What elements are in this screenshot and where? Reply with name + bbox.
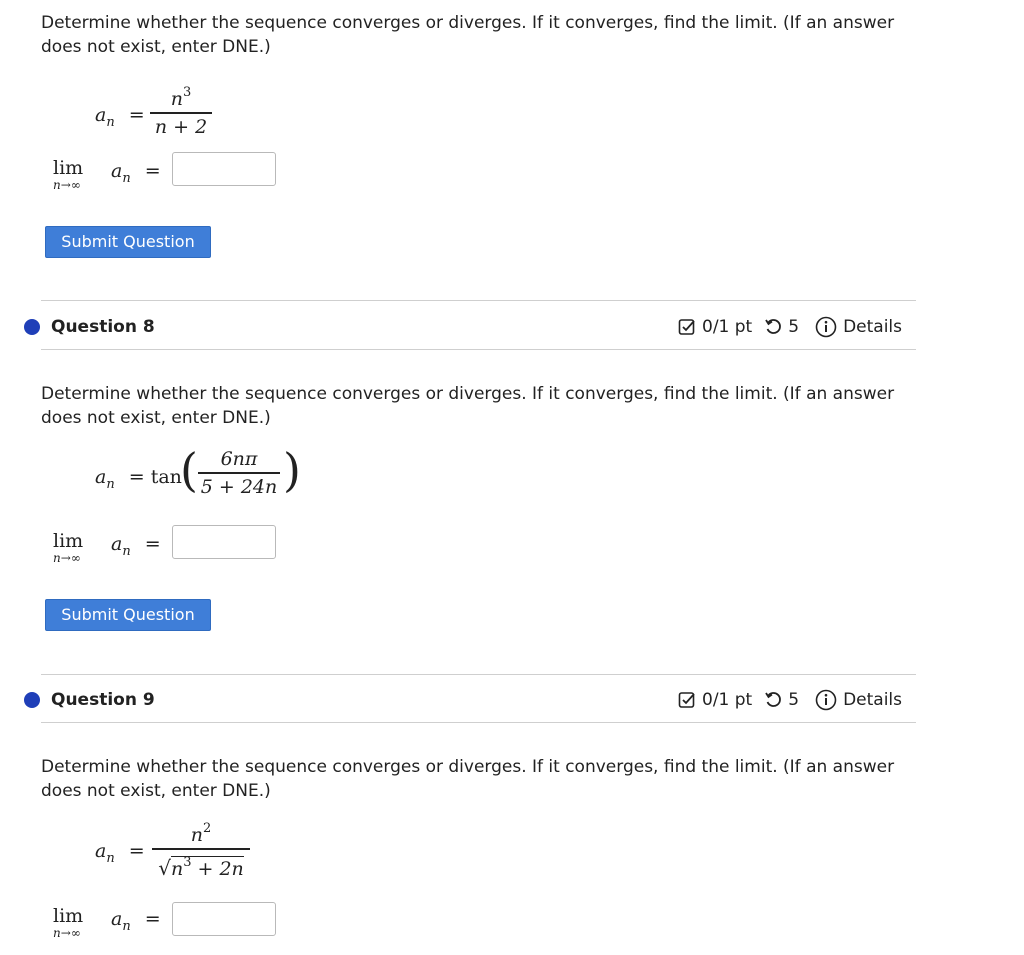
- q8-attempts: 5: [788, 317, 800, 337]
- q7-limit-expression: $a_n$ =: [111, 160, 161, 186]
- score-checkbox-icon: [678, 691, 696, 709]
- q7-submit-button[interactable]: Submit Question: [45, 226, 211, 258]
- retry-icon: [764, 318, 782, 336]
- q9-score: 0/1 pt: [702, 690, 753, 710]
- q7-answer-input[interactable]: [172, 152, 276, 186]
- q8-details-link[interactable]: Details: [843, 317, 902, 337]
- q9-attempts: 5: [788, 690, 800, 710]
- q9-limit-expression: $a_n$ =: [111, 908, 161, 934]
- sqrt-sign: √: [158, 855, 171, 880]
- q8-title: Question 8: [51, 317, 155, 337]
- q8-fraction: 6nπ 5 + 24n: [198, 448, 280, 498]
- q8-score: 0/1 pt: [702, 317, 753, 337]
- q8-limit-label: lim n→∞: [53, 530, 84, 565]
- q9-header-divider: [41, 722, 916, 723]
- info-icon[interactable]: [815, 689, 837, 711]
- question-8-prompt: Determine whether the sequence converges or diverges. If it converges, find the limit. (If an answer does not exist, enter DNE.): [41, 384, 895, 428]
- question-9-prompt: Determine whether the sequence converges or diverges. If it converges, find the limit. (If an answer does not exist, enter DNE.): [41, 757, 895, 801]
- q9-sequence-label: $a_n$ =: [95, 840, 145, 866]
- q8-meta: [678, 315, 902, 339]
- question-8-header: [24, 315, 904, 339]
- q8-left-paren: (: [180, 443, 198, 497]
- q8-header-divider: [41, 349, 916, 350]
- q9-answer-input[interactable]: [172, 902, 276, 936]
- score-checkbox-icon: [678, 318, 696, 336]
- q8-sequence-label: $a_n = \tan$: [95, 466, 182, 492]
- question-9-header: [24, 688, 904, 712]
- q8-limit-expression: $a_n$ =: [111, 533, 161, 559]
- q9-status-dot-icon: [24, 692, 40, 708]
- q9-meta: [678, 688, 902, 712]
- retry-icon: [764, 691, 782, 709]
- q8-top-divider: [41, 300, 916, 301]
- q9-top-divider: [41, 674, 916, 675]
- q7-fraction: $n^3$ n + 2: [150, 82, 212, 138]
- q7-sequence-label: $a_n$ =: [95, 104, 145, 130]
- question-7-prompt: Determine whether the sequence converges or diverges. If it converges, find the limit. (If an answer does not exist, enter DNE.): [41, 13, 895, 57]
- q9-fraction: $n^2$ $√n^3 + 2n$: [152, 818, 250, 880]
- info-icon[interactable]: [815, 316, 837, 338]
- q9-limit-label: lim n→∞: [53, 905, 84, 940]
- q8-right-paren: ): [283, 443, 301, 497]
- q8-submit-button[interactable]: Submit Question: [45, 599, 211, 631]
- q9-details-link[interactable]: Details: [843, 690, 902, 710]
- q8-status-dot-icon: [24, 319, 40, 335]
- q9-title: Question 9: [51, 690, 155, 710]
- q8-answer-input[interactable]: [172, 525, 276, 559]
- q7-limit-label: lim n→∞: [53, 157, 84, 192]
